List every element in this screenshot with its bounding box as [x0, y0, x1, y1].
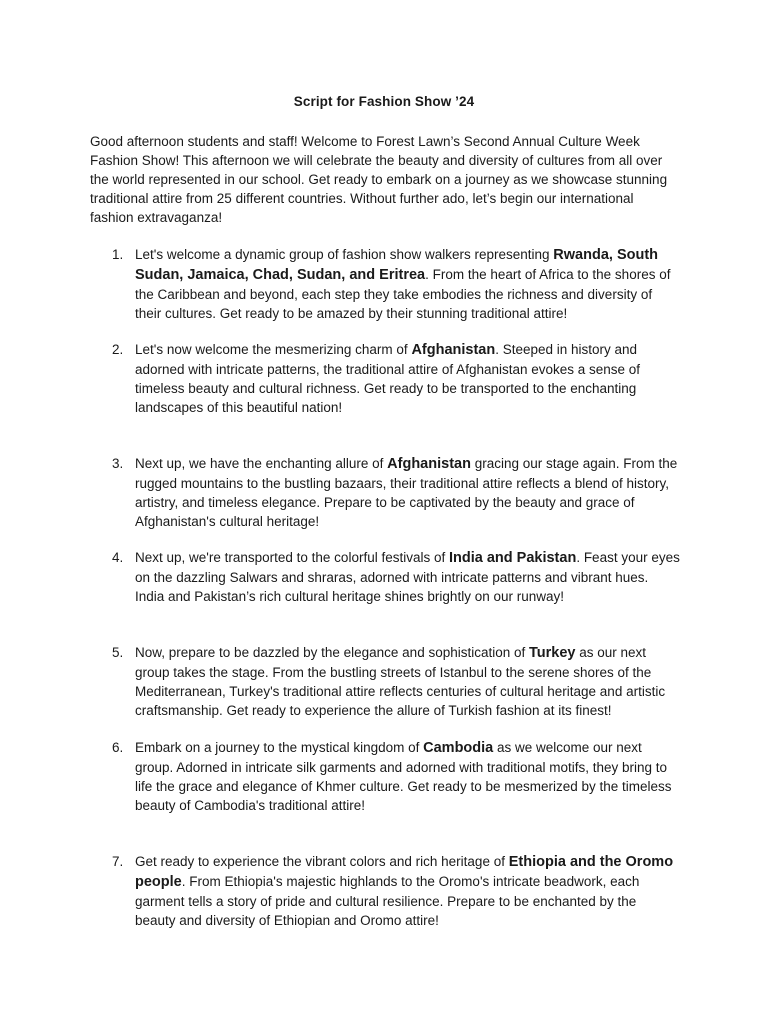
list-item: [90, 245, 680, 323]
item-highlight-countries: Rwanda, South Sudan, Jamaica, Chad, Sudan, and Eritrea: [135, 247, 659, 283]
item-text-pre: Now, prepare to be dazzled by the elegance and sophistication of: [135, 645, 530, 660]
page-title: Script for Fashion Show ’24: [293, 94, 475, 109]
item-text-pre: Get ready to experience the vibrant colors and rich heritage of: [135, 854, 509, 869]
list-item-text: [135, 548, 680, 606]
list-item-number: 6.: [112, 740, 124, 755]
intro-paragraph: Good afternoon students and staff! Welcome to Forest Lawn’s Second Annual Culture Week Fashion Show! This afternoon we will celebrate the beauty and diversity of cultures from all over the world represented in our school. Get ready to embark on a journey as we showcase stunning traditional attire from 25 different countries. Without further ado, let’s begin our international fashion extravaganza!: [90, 134, 668, 225]
item-text-post: as our next group takes the stage. From the bustling streets of Istanbul to the serene shores of the Mediterranean, Turkey's traditional attire reflects centuries of cultural heritage and artistic craftsmanship. Get ready to experience the allure of Turkish fashion at its finest!: [135, 645, 666, 718]
list-item-number: 4.: [112, 550, 124, 565]
item-highlight-countries: Cambodia: [423, 740, 494, 756]
item-text-post: as we welcome our next group. Adorned in intricate silk garments and adorned with traditional motifs, they bring to life the grace and elegance of Khmer culture. Get ready to be mesmerized by the timeless beauty of Cambodia's traditional attire!: [135, 740, 672, 813]
list-item-number: 3.: [112, 456, 124, 471]
list-item-text: [135, 643, 680, 720]
item-text-post: . Steeped in history and adorned with intricate patterns, the traditional attire of Afghanistan evokes a sense of timeless beauty and cultural richness. Get ready to be transported to the enchanting landscapes of this beautiful nation!: [135, 342, 641, 415]
item-text-post: . Feast your eyes on the dazzling Salwars and shraras, adorned with intricate patterns and vibrant hues. India and Pakistan’s rich cultural heritage shines brightly on our runway!: [135, 550, 680, 604]
list-item-number: 7.: [112, 854, 124, 869]
item-highlight-countries: Afghanistan: [411, 342, 496, 358]
item-highlight-countries: Ethiopia and the Oromo people: [135, 854, 674, 890]
item-text-post: . From Ethiopia's majestic highlands to the Oromo's intricate beadwork, each garment tells a story of pride and cultural resilience. Prepare to be enchanted by the beauty and diversity of Ethiopian and Oromo attire!: [135, 874, 640, 928]
list-item-text: [135, 738, 680, 815]
item-highlight-countries: Turkey: [529, 645, 576, 661]
list-item-text: [135, 454, 680, 531]
list-item: [90, 738, 680, 815]
item-highlight-countries: Afghanistan: [387, 456, 471, 472]
item-text-pre: Embark on a journey to the mystical kingdom of: [135, 740, 424, 755]
list-item-text: [135, 245, 680, 323]
item-text-pre: Next up, we're transported to the colorful festivals of: [135, 550, 449, 565]
list-item-text: [135, 340, 680, 417]
item-text-pre: Let's welcome a dynamic group of fashion show walkers representing: [135, 247, 554, 262]
list-item-text: [135, 852, 680, 930]
list-item-number: 1.: [112, 247, 124, 262]
item-text-pre: Let's now welcome the mesmerizing charm of: [135, 342, 412, 357]
item-text-pre: Next up, we have the enchanting allure of: [135, 456, 388, 471]
list-item: [90, 548, 680, 606]
list-item-number: 2.: [112, 342, 124, 357]
list-item: [90, 643, 680, 720]
item-text-post: . From the heart of Africa to the shores of the Caribbean and beyond, each step they take embodies the richness and diversity of their cultures. Get ready to be amazed by their stunning traditional attire!: [135, 267, 671, 321]
list-item-number: 5.: [112, 645, 124, 660]
item-highlight-countries: India and Pakistan: [448, 550, 577, 566]
list-item: [90, 852, 680, 930]
list-item: [90, 454, 680, 531]
item-text-post: gracing our stage again. From the rugged mountains to the bustling bazaars, their traditional attire reflects a blend of history, artistry, and timeless elegance. Prepare to be captivated by the beauty and grace of Afghanistan's cultural heritage!: [135, 456, 678, 529]
list-item: [90, 340, 680, 417]
